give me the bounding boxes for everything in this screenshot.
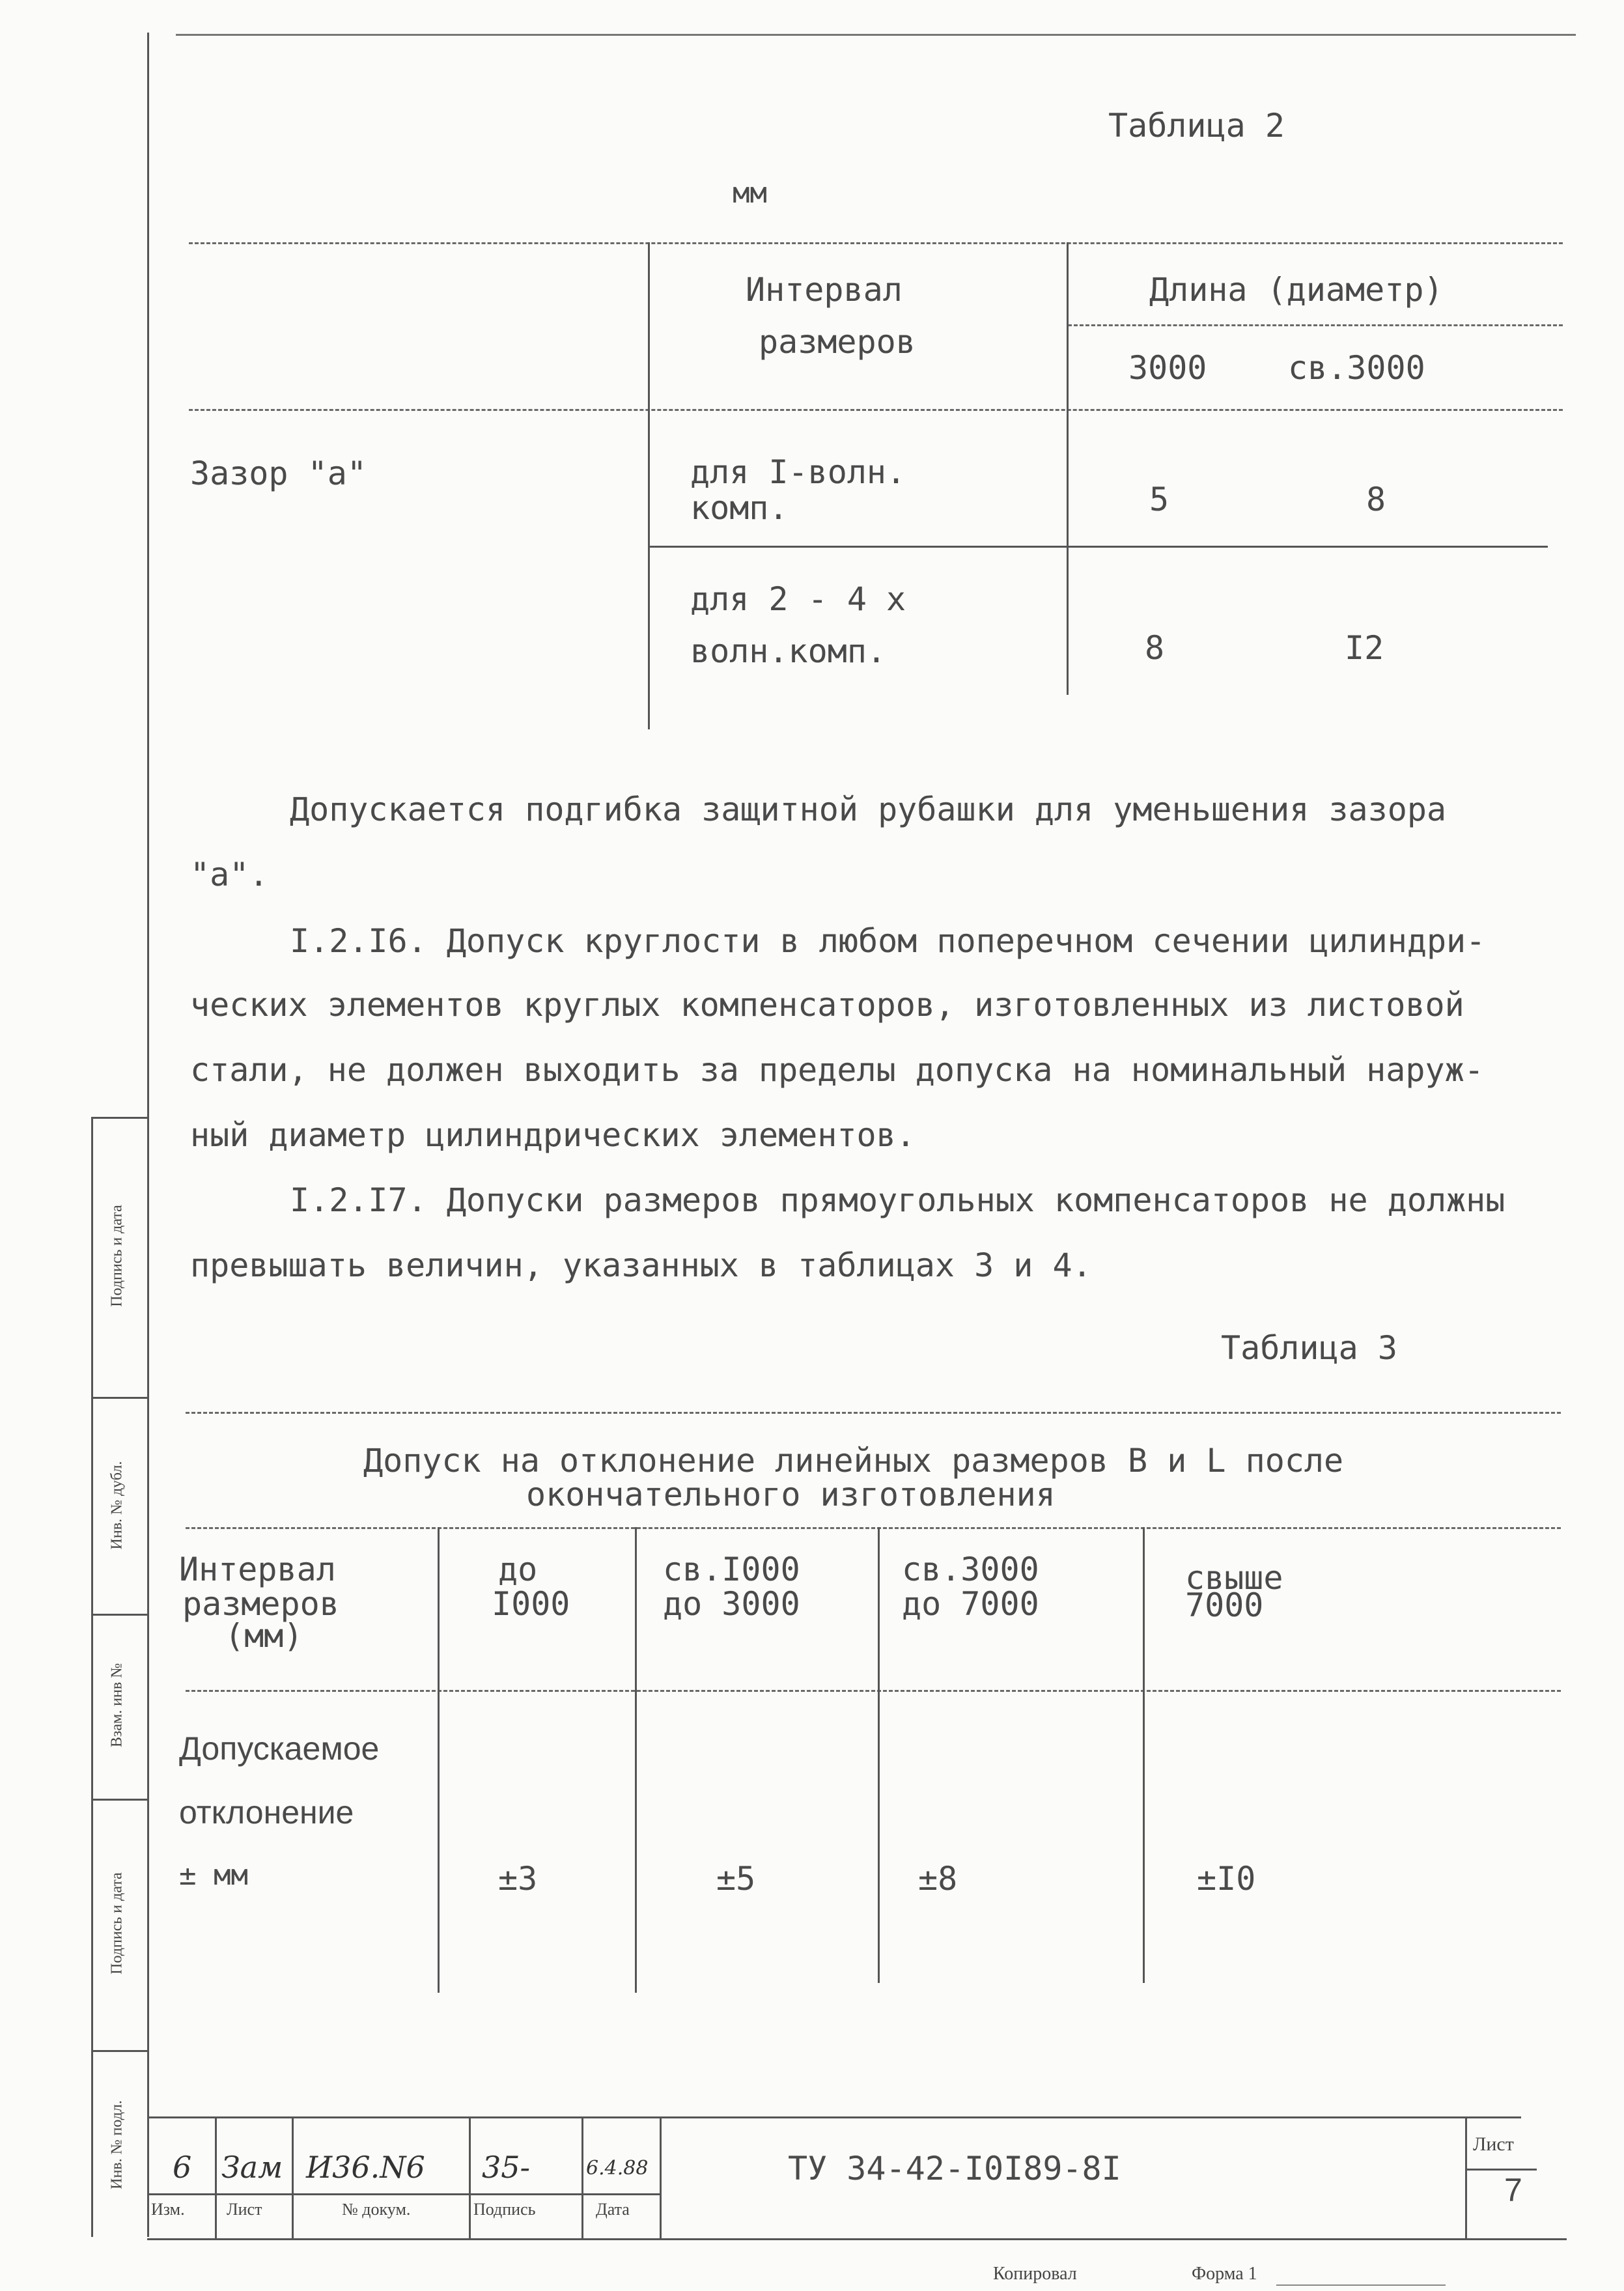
frame-bottom-border: [147, 2238, 1567, 2240]
table3-col2-header: до 3000: [663, 1585, 800, 1623]
stamp-col-line: [469, 2116, 471, 2238]
stamp-top-rule: [147, 2116, 1521, 2118]
para1-line: Допускается подгибка защитной рубашки для уменьшения зазора: [290, 791, 1447, 828]
stamp-col-line: [581, 2116, 583, 2238]
footer-line: [1276, 2284, 1446, 2286]
table3-col2-header: св.I000: [663, 1551, 800, 1588]
sheet-label: Лист: [1473, 2133, 1514, 2155]
document-code: ТУ 34-42-I0I89-8I: [788, 2150, 1121, 2187]
table3-top-rule: [186, 1412, 1561, 1414]
side-divider: [91, 1117, 147, 1119]
table3-col3-header: до 7000: [902, 1585, 1039, 1623]
table3-value: ±5: [716, 1860, 756, 1898]
frame-top-border: [176, 34, 1576, 36]
table3-interval-header: Интервал: [179, 1551, 336, 1588]
table3-caption: окончательного изготовления: [526, 1476, 1056, 1513]
table3-interval-header: (мм): [225, 1617, 303, 1655]
stamp-sign-value: 35-: [482, 2150, 531, 2185]
table3-title: Таблица 3: [1221, 1329, 1397, 1367]
table3-col4-header: свыше: [1185, 1559, 1283, 1597]
footer-format: Форма 1: [1192, 2264, 1257, 2284]
footer-copied: Копировал: [993, 2264, 1077, 2284]
stamp-list-value: Зам: [221, 2150, 283, 2185]
stamp-col-line: [660, 2116, 662, 2238]
stamp-izm-label: Изм.: [151, 2200, 185, 2219]
table2-col-over3000: св.3000: [1288, 349, 1425, 387]
table2-row1-v2: 8: [1366, 481, 1386, 518]
frame-left-border: [147, 33, 149, 2237]
table3-col-line: [635, 1527, 637, 1993]
table2-row2-label: для 2 - 4 х: [690, 580, 906, 618]
table2-row2-label: волн.комп.: [690, 632, 887, 670]
para2-line: I.2.I6. Допуск круглости в любом поперечном сечении цилиндри-: [290, 922, 1486, 960]
table3-col1-header: до: [498, 1551, 538, 1588]
side-field-dup-inv: Инв. № дубл.: [108, 1461, 126, 1550]
table3-row-label: отклонение: [179, 1794, 354, 1831]
table2-length-header: Длина (диаметр): [1149, 271, 1444, 309]
stamp-mid-rule: [147, 2193, 662, 2195]
para2-line: стали, не должен выходить за пределы допуска на номинальный наруж-: [190, 1051, 1484, 1089]
para2-line: ный диаметр цилиндрических элементов.: [190, 1116, 916, 1154]
table3-row-label: ± мм: [179, 1859, 248, 1892]
stamp-sign-label: Подпись: [473, 2200, 536, 2219]
table2-col-3000: 3000: [1128, 349, 1207, 387]
table2-title: Таблица 2: [1108, 107, 1285, 145]
table2-col-line: [1067, 242, 1069, 695]
table3-caption-rule: [186, 1527, 1561, 1529]
table2-top-rule: [189, 242, 1563, 244]
table2-col-line: [648, 242, 650, 729]
para2-line: ческих элементов круглых компенсаторов, изготовленных из листовой: [190, 986, 1464, 1024]
side-column-line: [91, 1117, 93, 2237]
table2-row2-v1: 8: [1145, 629, 1165, 667]
stamp-list-label: Лист: [227, 2200, 262, 2219]
table3-interval-header: размеров: [182, 1585, 339, 1623]
stamp-col-line: [215, 2116, 217, 2238]
table3-value: ±I0: [1197, 1860, 1256, 1898]
stamp-doc-label: № докум.: [342, 2200, 411, 2219]
side-field-orig-inv: Инв. № подл.: [108, 2100, 126, 2189]
sheet-number: 7: [1504, 2172, 1522, 2208]
stamp-izm-value: 6: [173, 2150, 192, 2185]
table3-col4-header: 7000: [1185, 1586, 1264, 1624]
stamp-col-line: [1465, 2116, 1467, 2238]
table2-row-divider: [648, 546, 1548, 548]
table3-value: ±3: [498, 1860, 538, 1898]
stamp-date-value: 6.4.88: [586, 2157, 649, 2180]
side-field-sign-date-2: Подпись и дата: [108, 1872, 126, 1975]
table3-col-line: [1143, 1527, 1145, 1983]
stamp-col-line: [292, 2116, 294, 2238]
table3-col3-header: св.3000: [902, 1551, 1039, 1588]
table2-row2-v2: I2: [1345, 629, 1384, 667]
table3-col1-header: I000: [492, 1585, 570, 1623]
para3-line: превышать величин, указанных в таблицах 3 и 4.: [190, 1246, 1092, 1284]
table3-row-label: Допускаемое: [179, 1730, 380, 1767]
side-divider: [91, 1397, 147, 1399]
stamp-date-label: Дата: [596, 2200, 630, 2219]
table2-interval-header: Интервал: [746, 271, 903, 309]
table2-header-rule: [189, 409, 1563, 411]
table2-row1-v1: 5: [1149, 481, 1169, 518]
side-field-sign-date: Подпись и дата: [108, 1205, 126, 1307]
table2-row1-label: для I-волн.: [690, 453, 906, 491]
table2-interval-header: размеров: [759, 323, 916, 361]
table2-row-label: Зазор "a": [190, 455, 367, 492]
table2-row1-label: комп.: [690, 489, 789, 527]
para3-line: I.2.I7. Допуски размеров прямоугольных компенсаторов не должны: [290, 1181, 1505, 1219]
table3-value: ±8: [918, 1860, 958, 1898]
stamp-sheet-rule: [1465, 2169, 1537, 2171]
table3-header-rule: [186, 1690, 1561, 1692]
table3-caption: Допуск на отклонение линейных размеров В и L после: [363, 1442, 1344, 1480]
table2-unit: мм: [733, 176, 767, 210]
table2-subheader-rule: [1068, 324, 1563, 326]
table3-col-line: [878, 1527, 880, 1983]
side-field-repl-inv: Взам. инв №: [108, 1663, 126, 1748]
table3-col-line: [438, 1527, 440, 1993]
para1-line: "a".: [190, 856, 269, 893]
stamp-doc-value: И36.N6: [306, 2150, 425, 2185]
